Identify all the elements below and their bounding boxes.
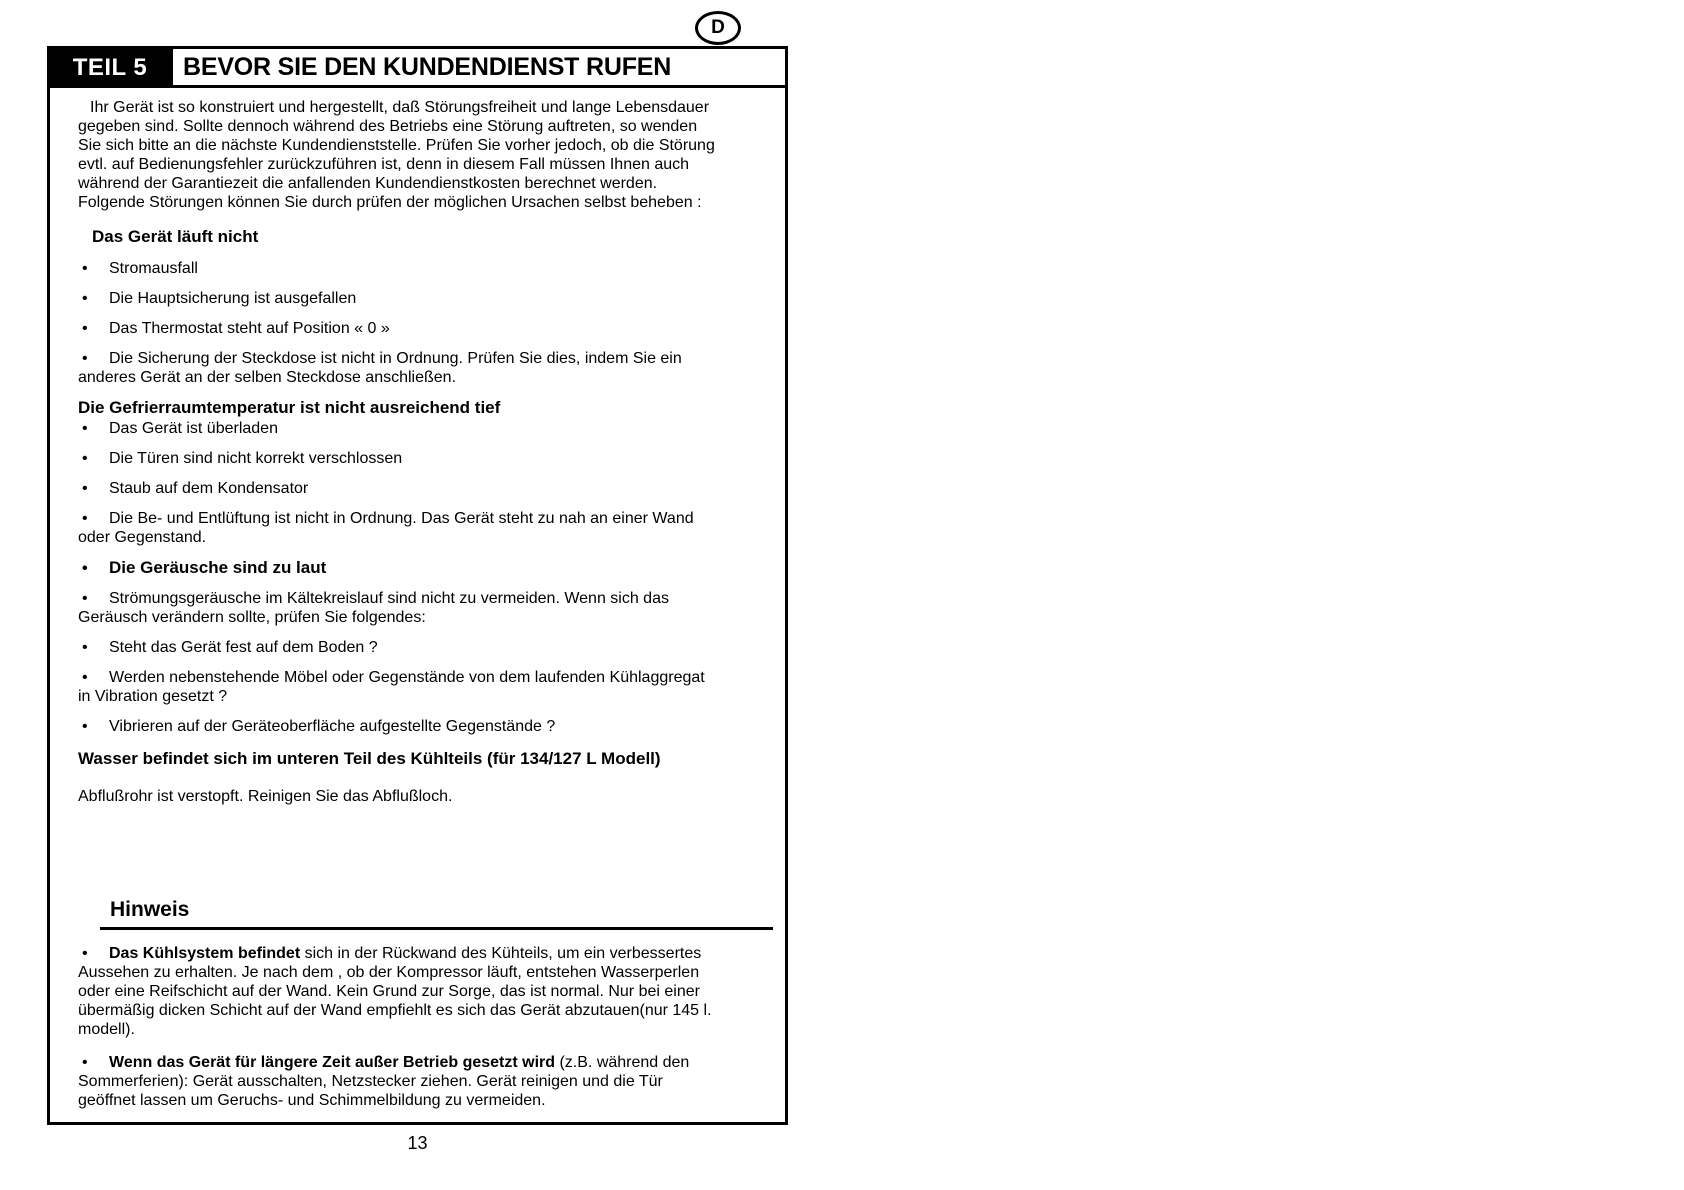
abflussrohr-text: Abflußrohr ist verstopft. Reinigen Sie das Abflußloch. [78, 788, 453, 805]
bullet-icon: • [82, 945, 88, 962]
bullet-icon: • [82, 639, 88, 656]
country-code-badge [695, 11, 741, 45]
list-item [78, 449, 721, 468]
list-item-text: Staub auf dem Kondensator [109, 480, 309, 497]
list-item-text: Steht das Gerät fest auf dem Boden ? [109, 639, 378, 656]
country-code-letter: D [711, 17, 725, 38]
list-item-text: Die Sicherung der Steckdose ist nicht in Ordnung. Prüfen Sie dies, indem Sie ein anderes Gerät an der selben Steckdose anschließen. [78, 350, 682, 386]
bullet-icon: • [82, 669, 88, 686]
list-item-text: Die Be- und Entlüftung ist nicht in Ordnung. Das Gerät steht zu nah an einer Wand oder Gegenstand. [78, 510, 694, 546]
bullet-icon: • [82, 290, 88, 307]
bullet-icon: • [82, 420, 88, 437]
list-item [78, 259, 721, 278]
note-item-text: sich in der Rückwand des Kühteils, um ein verbessertes Aussehen zu erhalten. Je nach dem , ob der Kompressor läuft, entstehen Wasserperlen oder eine Reifschicht auf der Wand. Kein Grund zur Sorge, das ist normal. Nur bei einer übermäßig dicken Schicht auf der Wand empfiehlt es sich das Gerät abzutauen(nur 145 l. modell). [78, 945, 712, 1038]
heading-geraeusche-zu-laut [78, 558, 721, 578]
intro-paragraph: Ihr Gerät ist so konstruiert und hergestellt, daß Störungsfreiheit und lange Lebensdauer gegeben sind. Sollte dennoch während des Betriebs eine Störung auftreten, so wenden Sie sich bitte an die nächste Kundendienststelle. Prüfen Sie vorher jedoch, ob die Störung evtl. auf Bedienungsfehler zurückzuführen ist, denn in diesem Fall müssen Ihnen auch während der Garantiezeit die anfallenden Kundendienstkosten berechnet werden. Folgende Störungen können Sie durch prüfen der möglichen Ursachen selbst beheben : [78, 99, 715, 211]
list-item [78, 289, 721, 308]
note-item-lead: Das Kühlsystem befindet [109, 945, 301, 962]
section-number-label: TEIL 5 [47, 46, 173, 88]
list-item-text: Die Türen sind nicht korrekt verschlossen [109, 450, 403, 467]
bullet-icon: • [82, 450, 88, 467]
bullet-icon: • [82, 560, 88, 577]
section-title: BEVOR SIE DEN KUNDENDIENST RUFEN [183, 52, 672, 81]
list-item-text: Das Gerät ist überladen [109, 420, 278, 437]
page-number: 13 [407, 1133, 428, 1153]
heading-wasser-kuehlteil: Wasser befindet sich im unteren Teil des Kühlteils (für 134/127 L Modell) [78, 749, 661, 768]
list-item [78, 479, 721, 498]
list-item [78, 589, 721, 627]
content-body [50, 88, 785, 1110]
list-item [78, 419, 721, 438]
bullet-icon: • [82, 480, 88, 497]
section-header [47, 46, 788, 88]
list-item [78, 717, 721, 736]
list-item [78, 638, 721, 657]
bullet-icon: • [82, 1054, 88, 1071]
list-item-text: Werden nebenstehende Möbel oder Gegenstände von dem laufenden Kühlaggregat in Vibration gesetzt ? [78, 669, 705, 705]
list-item [78, 509, 721, 547]
list-item-text: Strömungsgeräusche im Kältekreislauf sind nicht zu vermeiden. Wenn sich das Geräusch verändern sollte, prüfen Sie folgendes: [78, 590, 669, 626]
bullet-icon: • [82, 510, 88, 527]
note-heading: Hinweis [100, 898, 773, 930]
note-item [78, 944, 721, 1039]
bullet-icon: • [82, 590, 88, 607]
list-item-text: Das Thermostat steht auf Position « 0 » [109, 320, 390, 337]
heading-gefrierraumtemperatur: Die Gefrierraumtemperatur ist nicht ausreichend tief [78, 398, 501, 417]
bullet-icon: • [82, 350, 88, 367]
bullet-icon: • [82, 718, 88, 735]
note-item-text: (z.B. während den Sommerferien): Gerät ausschalten, Netzstecker ziehen. Gerät reinigen und die Tür geöffnet lassen um Geruchs- und Schimmelbildung zu vermeiden. [78, 1054, 690, 1109]
bullet-icon: • [82, 260, 88, 277]
note-item [78, 1053, 721, 1110]
list-item-text: Vibrieren auf der Geräteoberfläche aufgestellte Gegenstände ? [109, 718, 556, 735]
list-item [78, 319, 721, 338]
list-item-text: Die Geräusche sind zu laut [109, 558, 327, 577]
bullet-icon: • [82, 320, 88, 337]
list-item [78, 349, 721, 387]
list-item-text: Stromausfall [109, 260, 198, 277]
list-item [78, 668, 721, 706]
list-item-text: Die Hauptsicherung ist ausgefallen [109, 290, 357, 307]
content-box [47, 88, 788, 1125]
note-item-lead: Wenn das Gerät für längere Zeit außer Betrieb gesetzt wird [109, 1054, 556, 1071]
heading-geraet-laeuft-nicht: Das Gerät läuft nicht [92, 227, 259, 246]
